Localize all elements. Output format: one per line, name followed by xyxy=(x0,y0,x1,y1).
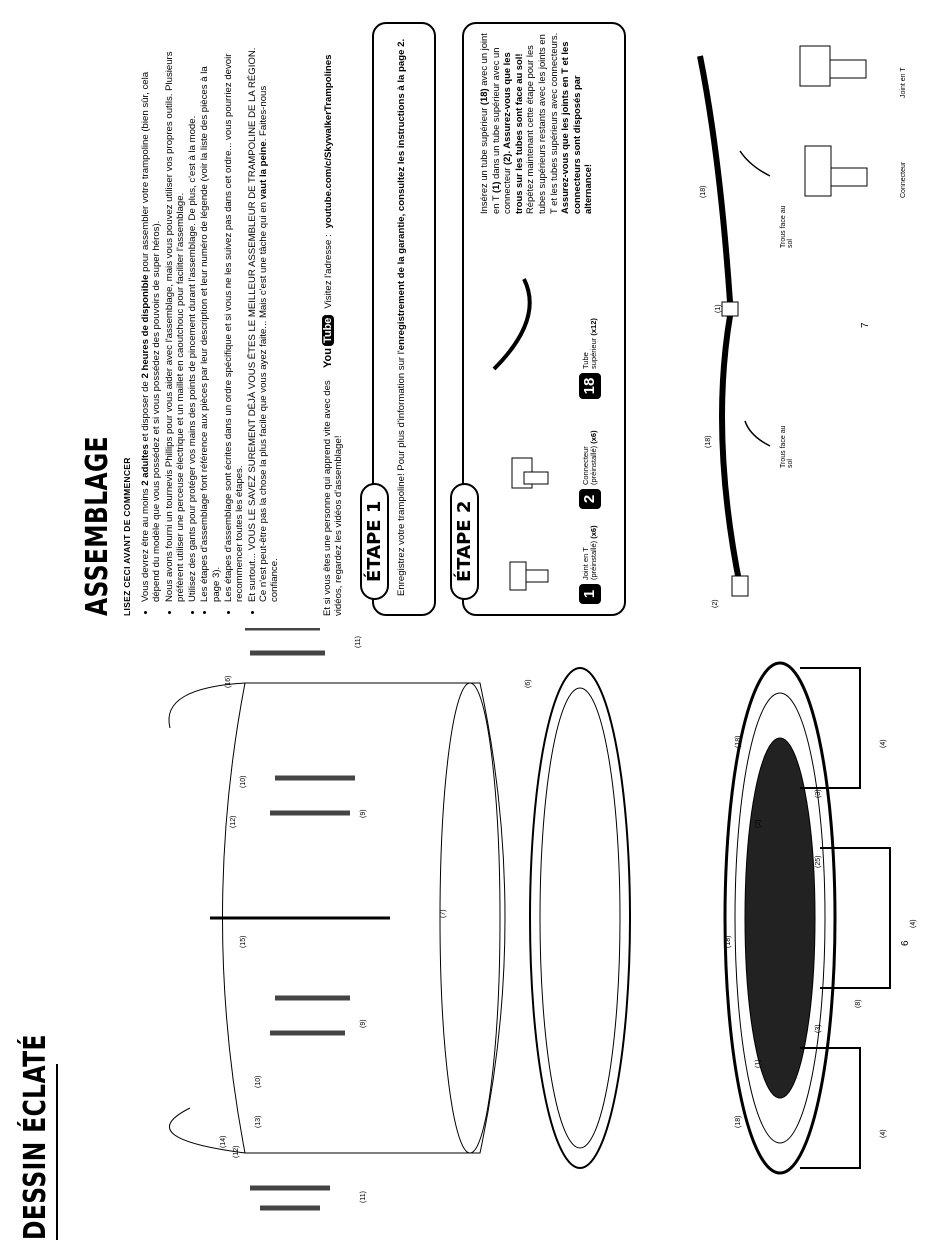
tip-order: • Les étapes d'assemblage sont écrites dans un ordre spécifique et si vous ne les suivez pas dans cet ordre... vous pourriez devoir recommencer toutes les étapes. xyxy=(223,46,246,602)
svg-text:(10): (10) xyxy=(255,1075,262,1088)
right-page-number: 7 xyxy=(860,322,871,328)
svg-text:(25): (25) xyxy=(815,855,822,868)
svg-text:(4): (4) xyxy=(880,739,887,748)
svg-text:(18): (18) xyxy=(725,935,732,948)
part-t-joint: 1 Joint en T (préinstallé) (x6) xyxy=(579,525,601,604)
left-page-number: 6 xyxy=(900,940,911,946)
svg-text:(3): (3) xyxy=(815,1024,822,1033)
youtube-row xyxy=(322,55,334,368)
youtube-logo: You Tube xyxy=(322,315,334,368)
part-connector-number: 2 xyxy=(579,489,601,509)
holes-note-b: Trous face au sol xyxy=(780,205,794,248)
svg-text:(4): (4) xyxy=(910,919,917,928)
svg-text:(11): (11) xyxy=(360,1191,367,1203)
connector-label: (2) xyxy=(712,599,719,608)
youtube-link[interactable]: youtube.com/c/SkywalkerTrampolines xyxy=(322,54,334,229)
svg-text:(11): (11) xyxy=(355,636,362,648)
svg-text:(3): (3) xyxy=(815,789,822,798)
svg-text:(13): (13) xyxy=(255,1115,262,1128)
tip-part-references: • Les étapes d'assemblage font référence aux pièces par leur description et leur numéro de légende (voir la liste des pièces à la page 3). xyxy=(199,46,222,602)
svg-text:(15): (15) xyxy=(240,935,247,948)
part-connector: 2 Connecteur (préinstallé) (x6) xyxy=(579,430,601,509)
holes-note-a: Trous face au sol xyxy=(780,425,794,468)
t-joint-label: (1) xyxy=(715,304,722,313)
step-2-box xyxy=(454,22,626,616)
svg-text:(1): (1) xyxy=(755,1059,762,1068)
connector-part-image xyxy=(504,446,552,494)
svg-text:(9): (9) xyxy=(360,809,367,818)
svg-text:(10): (10) xyxy=(240,775,247,788)
tips-list xyxy=(140,46,282,616)
youtube-visit-text: Visitez l'adresse : xyxy=(322,234,334,309)
tip-adults-hours: • Vous devrez être au moins 2 adultes et disposer de 2 heures de disponible pour assembler votre trampoline (bien sûr, cela dépend du modèle que vous possédez et si vous possédez des pouvoirs de super héros). xyxy=(140,46,163,602)
read-before-heading: LISEZ CECI AVANT DE COMMENCER xyxy=(122,457,132,616)
tip-best-assembler: • Et surtout... VOUS LE SAVEZ SUREMENT DÉJÀ VOUS ÊTES LE MEILLEUR ASSEMBLEUR DE TRAMPOLINE DE LA RÉGION. Ce n'est peut-être pas la chose la plus facile que vous ayez faite... Mais c'est une tâche qui en vaut la peine. Faites-nous confiance. xyxy=(247,46,281,602)
svg-text:(2): (2) xyxy=(755,819,762,828)
video-intro: Et si vous êtes une personne qui apprend vite avec des vidéos, regardez les vidéos d'assemblage! xyxy=(322,380,345,616)
step-1-box xyxy=(364,22,436,616)
tip-tools: • Nous avons fourni un tournevis Phillips pour vous aider avec l'assemblage, mais vous pouvez utiliser vos propres outils. Plusieurs préfèrent utiliser une perceuse électrique et un maillet en caoutchouc pour faciliter l'assemblage. xyxy=(164,46,187,602)
title-underline xyxy=(56,1064,58,1240)
t-joint-part-image xyxy=(504,546,552,594)
svg-text:(9): (9) xyxy=(360,1019,367,1028)
step-2-instructions: Insérez un tube supérieur (18) avec un joint en T (1) dans un tube supérieur avec un connecteur (2). Assurez-vous que les trous sur les tubes sont face au sol! Répétez maintenant cette étape pour les tubes supérieurs restants avec les joints en T et les tubes supérieurs avec connecteurs. Assurez-vous que les joints en T et les connecteurs sont disposés par alternance! xyxy=(478,32,594,214)
step-1-label: ÉTAPE 1 xyxy=(360,483,389,600)
tip-gloves: • Utilisez des gants pour protéger vos mains des points de pincement durant l'assemblage. De plus, c'est à la mode. xyxy=(187,46,198,602)
svg-text:(6): (6) xyxy=(525,679,532,688)
tube-assembly-diagram xyxy=(630,6,930,616)
svg-text:(12): (12) xyxy=(233,1145,240,1158)
joint-closeup-label: Joint en T xyxy=(900,67,907,98)
part-top-tube: 18 Tube supérieur (x12) xyxy=(579,318,601,399)
tube-18-label-a: (18) xyxy=(705,435,712,448)
assembly-title: ASSEMBLAGE xyxy=(80,436,115,616)
tube-18-label-b: (18) xyxy=(700,185,707,198)
exploded-view-title: DESSIN ÉCLATÉ xyxy=(18,1034,53,1240)
part-t-joint-number: 1 xyxy=(579,584,601,604)
connector-closeup-label: Connecteur xyxy=(900,161,907,198)
part-top-tube-number: 18 xyxy=(579,373,601,399)
top-tube-part-image xyxy=(484,274,564,374)
svg-text:(14): (14) xyxy=(220,1135,227,1148)
svg-text:(12): (12) xyxy=(230,815,237,828)
step-1-text: Enregistrez votre trampoline! Pour plus d'information sur l'enregistrement de la garantie, consultez les instructions à la page 2. xyxy=(396,38,407,596)
svg-text:(8): (8) xyxy=(855,999,862,1008)
svg-text:(16): (16) xyxy=(225,675,232,688)
svg-text:(18): (18) xyxy=(735,1115,742,1128)
svg-text:(7): (7) xyxy=(440,909,447,918)
exploded-diagram xyxy=(60,628,940,1248)
svg-text:(18): (18) xyxy=(735,735,742,748)
svg-text:(4): (4) xyxy=(880,1129,887,1138)
step-2-label: ÉTAPE 2 xyxy=(450,483,479,600)
